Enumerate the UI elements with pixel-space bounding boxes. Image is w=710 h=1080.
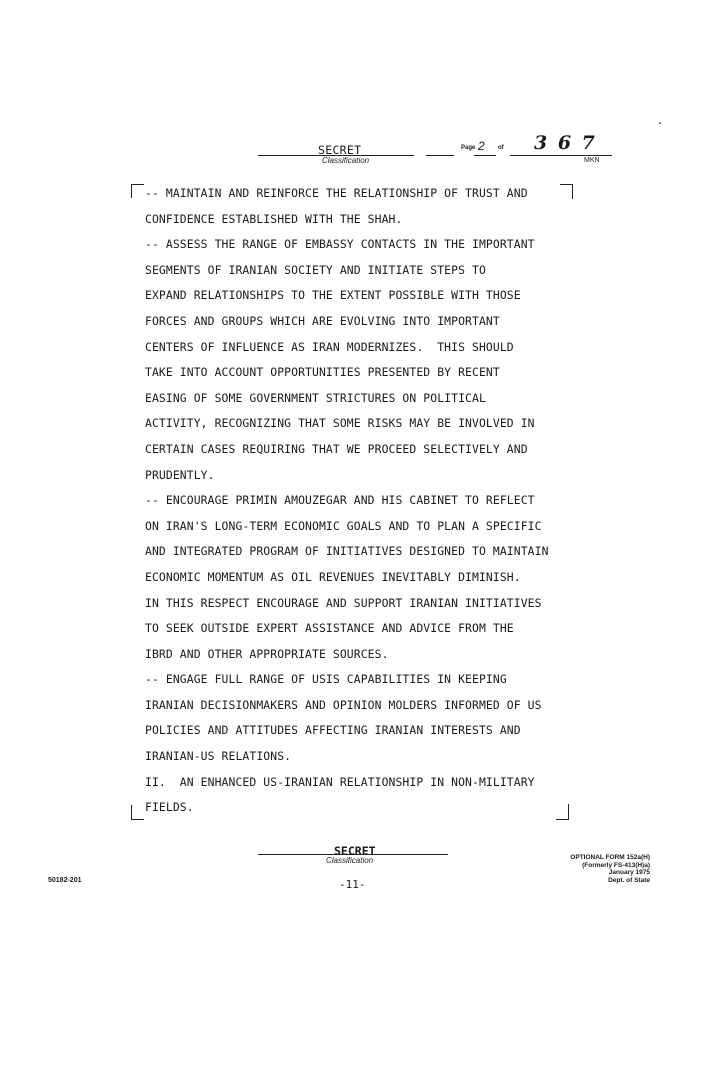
body-line: FORCES AND GROUPS WHICH ARE EVOLVING INTO IMPORTANT	[145, 313, 500, 328]
footer-classification-label: Classification	[326, 856, 374, 865]
header-handwritten-number: 3 6 7	[534, 132, 597, 154]
footer-form-line: January 1975	[608, 869, 650, 876]
body-line: CERTAIN CASES REQUIRING THAT WE PROCEED SELECTIVELY AND	[145, 441, 528, 456]
body-line: CENTERS OF INFLUENCE AS IRAN MODERNIZES. THIS SHOULD	[145, 339, 514, 354]
body-line: ON IRAN'S LONG-TERM ECONOMIC GOALS AND TO PLAN A SPECIFIC	[145, 518, 542, 533]
body-line: IRANIAN-US RELATIONS.	[145, 749, 292, 764]
footer-form-line: Dept. of State	[608, 876, 650, 884]
footer-form-line: (Formerly FS-413(H)a)	[582, 861, 650, 869]
body-line: ACTIVITY, RECOGNIZING THAT SOME RISKS MAY BE INVOLVED IN	[145, 416, 535, 431]
header-classification: SECRET	[318, 143, 362, 157]
header-page-label: Page	[461, 145, 476, 151]
header-dash-rule	[426, 155, 454, 156]
footer-page-number: -11-	[339, 878, 366, 891]
body-line: -- MAINTAIN AND REINFORCE THE RELATIONSHIP OF TRUST AND	[145, 186, 528, 200]
body-line: POLICIES AND ATTITUDES AFFECTING IRANIAN INTERESTS AND	[145, 723, 521, 738]
header-page-number: 2	[478, 139, 485, 153]
body-line: -- ENGAGE FULL RANGE OF USIS CAPABILITIES IN KEEPING	[145, 672, 507, 687]
body-line: PRUDENTLY.	[145, 467, 215, 482]
body-line: II. AN ENHANCED US-IRANIAN RELATIONSHIP IN NON-MILITARY	[145, 774, 535, 789]
header-of-label: of	[498, 145, 504, 151]
body-line: TAKE INTO ACCOUNT OPPORTUNITIES PRESENTED BY RECENT	[145, 365, 500, 380]
body-line: FIELDS.	[145, 800, 194, 815]
body-line: IBRD AND OTHER APPROPRIATE SOURCES.	[145, 646, 389, 661]
body-line: CONFIDENCE ESTABLISHED WITH THE SHAH.	[145, 211, 403, 226]
body-line: IN THIS RESPECT ENCOURAGE AND SUPPORT IRANIAN INITIATIVES	[145, 595, 542, 610]
body-text	[145, 181, 645, 821]
body-line: IRANIAN DECISIONMAKERS AND OPINION MOLDERS INFORMED OF US	[145, 697, 542, 712]
bracket-top-left	[131, 184, 144, 198]
footer-form-line: OPTIONAL FORM 152a(H)	[570, 854, 650, 861]
header-classification-label: Classification	[322, 156, 370, 165]
footer-form-number: 50182-201	[48, 877, 82, 884]
bracket-bottom-left	[131, 805, 144, 820]
body-line: EASING OF SOME GOVERNMENT STRICTURES ON POLITICAL	[145, 390, 486, 405]
body-line: TO SEEK OUTSIDE EXPERT ASSISTANCE AND ADVICE FROM THE	[145, 621, 514, 636]
body-line: -- ASSESS THE RANGE OF EMBASSY CONTACTS IN THE IMPORTANT	[145, 237, 535, 252]
header-initials: MKN	[584, 157, 600, 164]
header-of-rule	[510, 155, 612, 156]
body-line: SEGMENTS OF IRANIAN SOCIETY AND INITIATE STEPS TO	[145, 262, 486, 277]
scan-speck	[659, 122, 661, 124]
footer-classification: SECRET	[334, 844, 376, 858]
header-page-rule	[474, 155, 496, 156]
footer-optional-form	[530, 854, 650, 884]
body-line: ECONOMIC MOMENTUM AS OIL REVENUES INEVITABLY DIMINISH.	[145, 569, 521, 584]
body-line: EXPAND RELATIONSHIPS TO THE EXTENT POSSIBLE WITH THOSE	[145, 288, 521, 303]
body-line: -- ENCOURAGE PRIMIN AMOUZEGAR AND HIS CABINET TO REFLECT	[145, 493, 535, 508]
body-line: AND INTEGRATED PROGRAM OF INITIATIVES DESIGNED TO MAINTAIN	[145, 544, 549, 559]
